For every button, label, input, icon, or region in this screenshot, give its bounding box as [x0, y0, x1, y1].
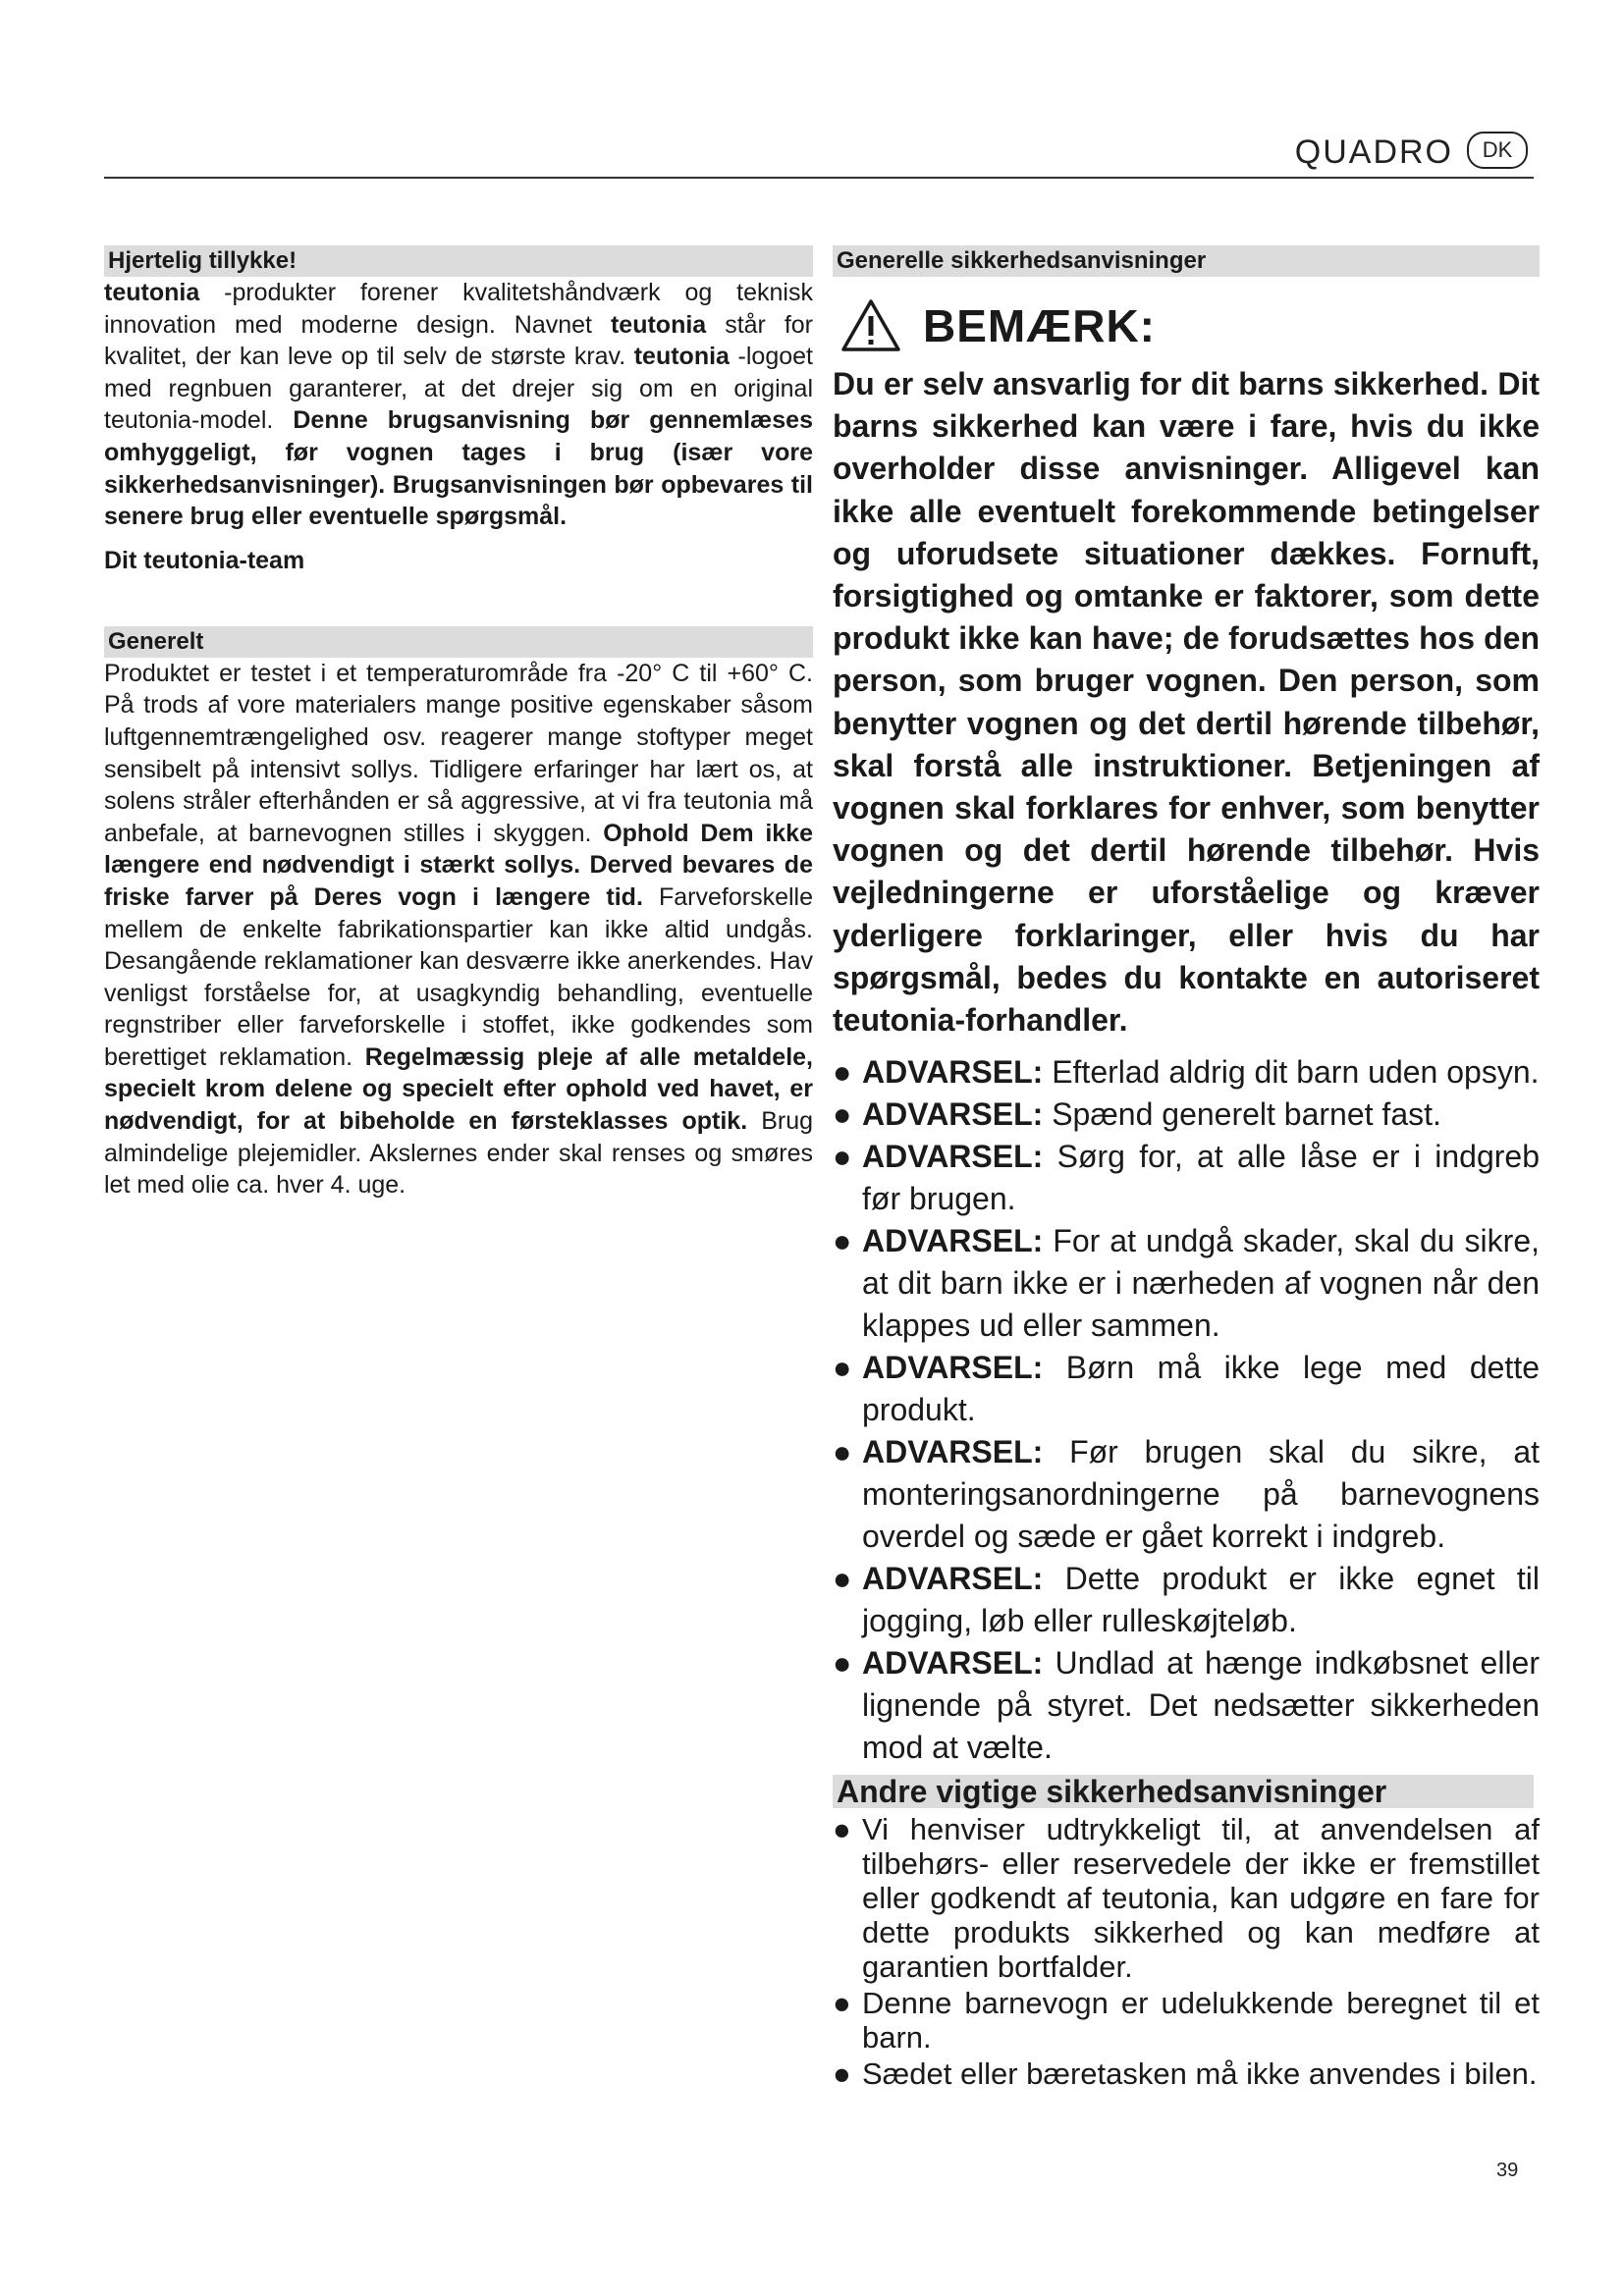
warning-text: Efterlad aldrig dit barn uden opsyn. [1043, 1054, 1540, 1091]
warning-text: Undlad at hænge indkøbsnet eller lignende på styret. Det nedsætter sikkerheden mod at vælte. [862, 1645, 1540, 1766]
list-item-text: Vi henviser udtrykkeligt til, at anvendelsen af tilbehørs- eller reservedele der ikke er fremstillet eller godkendt af teutonia, kan udgøre en fare for dette produkts sikkerhed og kan medføre at garantien bortfalder. [862, 1812, 1540, 1985]
warning-text: Før brugen skal du sikre, at monteringsanordningerne på barnevognens overdel og sæde er gået korrekt i indgreb. [862, 1434, 1540, 1555]
intro-segment: teutonia [104, 279, 200, 306]
warning-text: Dette produkt er ikke egnet til jogging, løb eller rulleskøjteløb. [862, 1561, 1540, 1639]
bullet-icon: ● [833, 1812, 851, 1847]
safety-heading: Generelle sikkerhedsanvisninger [833, 245, 1540, 277]
header-title: QUADRO [1294, 133, 1453, 171]
page-number: 39 [1496, 2160, 1519, 2181]
bullet-icon: ● [833, 1350, 852, 1386]
bullet-icon: ● [833, 1223, 852, 1259]
list-item [833, 1812, 1540, 1984]
list-item-text: Denne barnevogn er udelukkende beregnet til et barn. [862, 1986, 1540, 2056]
bullet-icon: ● [833, 1986, 851, 2021]
warning-text: Børn må ikke lege med dette produkt. [862, 1350, 1540, 1428]
general-heading: Generelt [104, 626, 813, 658]
general-segment: Produktet er testet i et temperaturområde fra -20° C til +60° C. På trods af vore materialers mange positive egenskaber såsom luftgennemtrængelighed osv. reagerer mange stoftyper meget sensibelt på intensivt sollys. Tidligere erfaringer har lært os, at solens stråler efterhånden er så aggressive, at vi fra teutonia må anbefale, at barnevognen stilles i skyggen. [104, 659, 813, 847]
intro-segment: teutonia [610, 310, 707, 339]
warning-item [833, 1558, 1540, 1642]
list-item [833, 1986, 1540, 2055]
list-item-text: Sædet eller bæretasken må ikke anvendes i bilen. [862, 2056, 1538, 2092]
warning-label: ADVARSEL: [862, 1096, 1044, 1133]
warning-label: ADVARSEL: [862, 1054, 1044, 1091]
bullet-icon: ● [833, 1139, 852, 1175]
left-column [104, 245, 813, 1201]
general-segment: Ophold Dem ikke længere end nødvendigt i stærkt sollys. Derved bevares de friske farver på Deres vogn i længere tid. [104, 819, 813, 911]
intro-paragraph [104, 277, 813, 533]
team-signature: Dit teutonia-team [104, 546, 305, 574]
language-badge: DK [1467, 132, 1528, 169]
warning-triangle-icon [840, 298, 901, 353]
warning-text: Sørg for, at alle låse er i indgreb før brugen. [862, 1139, 1540, 1217]
warning-item [833, 1094, 1540, 1136]
warning-item [833, 1642, 1540, 1769]
warning-label: ADVARSEL: [862, 1350, 1044, 1386]
bullet-icon: ● [833, 1561, 852, 1597]
page-header [104, 126, 1534, 179]
intro-segment: Denne brugsanvisning bør gennemlæses omhyggeligt, før vognen tages i brug (især vore sikkerhedsanvisninger). Brugsanvisningen bør opbevares til senere brug eller eventuelle spørgsmål. [104, 406, 813, 531]
general-segment: Brug almindelige plejemidler. Akslernes ender skal renses og smøres let med olie ca. hver 4. uge. [104, 1107, 813, 1200]
general-segment: Regelmæssig pleje af alle metaldele, specielt krom delene og specielt efter ophold ved havet, er nødvendigt, for at bibeholde en førsteklasses optik. [104, 1042, 813, 1136]
intro-segment: står for kvalitet, der kan leve op til selv de største krav. [104, 310, 814, 371]
congratulations-heading: Hjertelig tillykke! [104, 245, 813, 277]
bullet-icon: ● [833, 1434, 852, 1470]
warning-label: ADVARSEL: [862, 1561, 1044, 1597]
general-paragraph [104, 658, 813, 1201]
warning-label: ADVARSEL: [862, 1139, 1044, 1175]
bullet-icon: ● [833, 2056, 851, 2092]
intro-segment: -logoet med regnbuen garanterer, at det drejer sig om en original teutonia-model. [104, 343, 813, 435]
other-safety-heading: Andre vigtige sikkerhedsanvisninger [833, 1775, 1534, 1808]
warning-item [833, 1136, 1540, 1220]
list-item [833, 2056, 1540, 2091]
warning-label: ADVARSEL: [862, 1434, 1044, 1470]
warning-text: Spænd generelt barnet fast. [1043, 1096, 1441, 1133]
general-segment: Farveforskelle mellem de enkelte fabrikationspartier kan ikke altid undgås. Desangående reklamationer kan desværre ikke anerkendes. Hav venligst forståelse for, at usagkyndig behandling, eventuelle regnstriber eller farveforskelle i stoffet, ikke godkendes som berettiget reklamation. [104, 882, 813, 1071]
notice-title: BEMÆRK: [923, 300, 1156, 351]
intro-segment: -produkter forener kvalitetshåndværk og teknisk innovation med moderne design. Navnet [104, 279, 813, 339]
warning-text: For at undgå skader, skal du sikre, at dit barn ikke er i nærheden af vognen når den klappes ud eller sammen. [862, 1223, 1540, 1344]
warning-item [833, 1347, 1540, 1431]
warning-item [833, 1431, 1540, 1558]
right-column [833, 245, 1540, 2093]
bullet-icon: ● [833, 1054, 852, 1091]
notice-text: Du er selv ansvarlig for dit barns sikkerhed. Dit barns sikkerhed kan være i fare, hvis du ikke overholder disse anvisninger. Alligevel kan ikke alle eventuelt forekommende betingelser og uforudsete situationer dækkes. Fornuft, forsigtighed og omtanke er faktorer, som dette produkt ikke kan have; de forudsættes hos den person, som bruger vognen. Den person, som benytter vognen og det dertil hørende tilbehør, skal forstå alle instruktioner. Betjeningen af vognen skal forklares for enhver, som benytter vognen og det dertil hørende tilbehør. Hvis vejledningerne er uforståelige og kræver yderligere forklaringer, eller hvis du har spørgsmål, bedes du kontakte en autoriseret teutonia-forhandler. [833, 366, 1540, 1039]
warning-list [833, 1051, 1540, 1769]
bullet-icon: ● [833, 1096, 852, 1133]
warning-item [833, 1051, 1540, 1094]
other-safety-list [833, 1812, 1540, 2091]
intro-segment: teutonia [633, 343, 730, 371]
warning-label: ADVARSEL: [862, 1645, 1044, 1682]
notice-header [833, 294, 1540, 357]
warning-label: ADVARSEL: [862, 1223, 1044, 1259]
bullet-icon: ● [833, 1645, 852, 1682]
warning-item [833, 1220, 1540, 1347]
